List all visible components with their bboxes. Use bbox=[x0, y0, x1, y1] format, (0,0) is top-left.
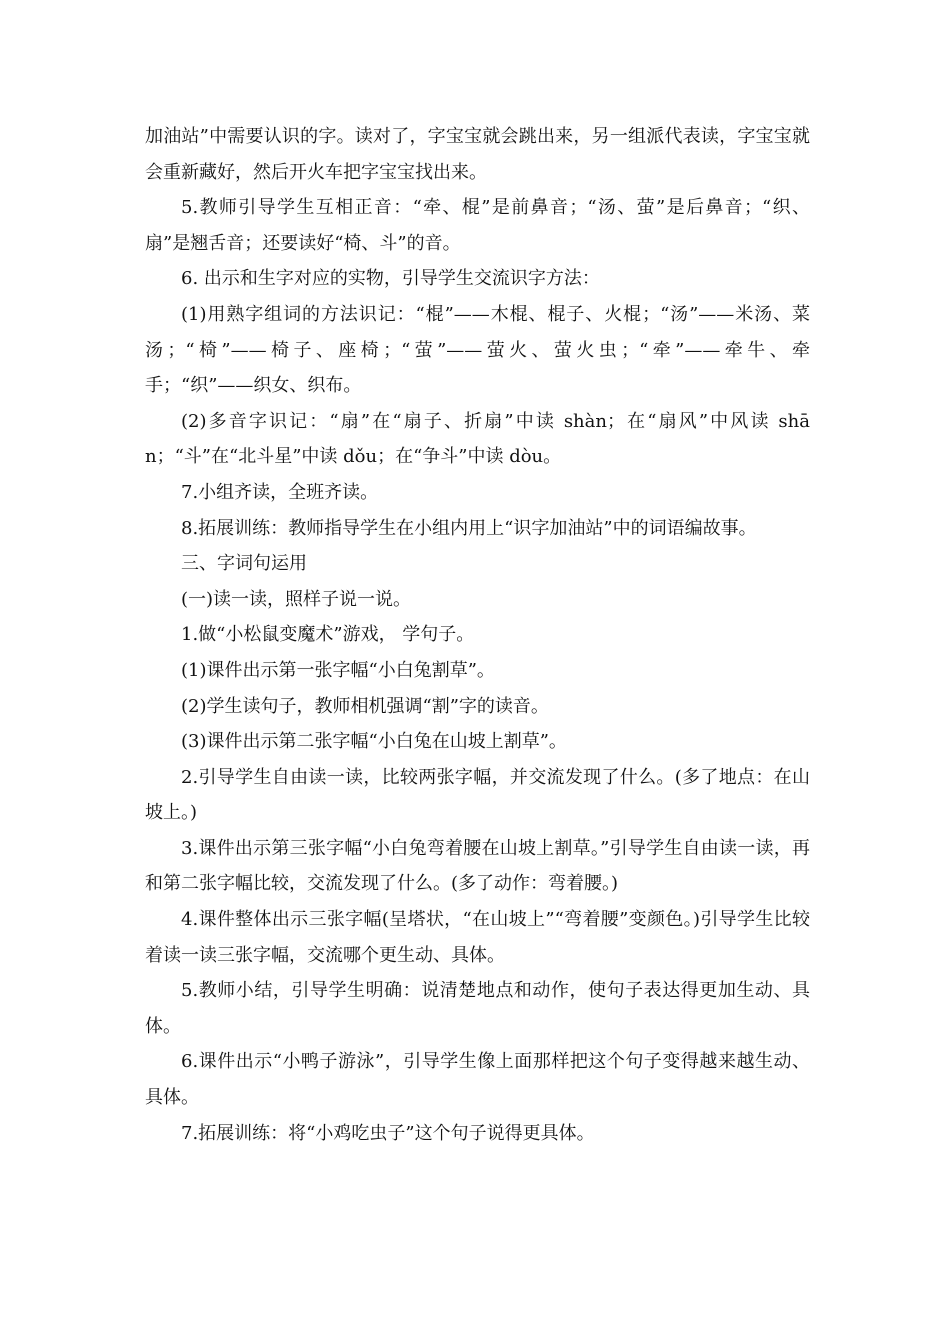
paragraph: 6. 出示和生字对应的实物，引导学生交流识字方法： bbox=[181, 268, 600, 290]
paragraph: 7.小组齐读，全班齐读。 bbox=[181, 481, 379, 503]
paragraph: (3)课件出示第二张字幅“小白兔在山坡上割草”。 bbox=[181, 731, 567, 753]
section-heading: 三、字词句运用 bbox=[181, 553, 307, 575]
paragraph: 8.拓展训练：教师指导学生在小组内用上“识字加油站”中的词语编故事。 bbox=[181, 517, 757, 539]
paragraph: 2.引导学生自由读一读，比较两张字幅，并交流发现了什么。(多了地点：在山坡上。) bbox=[145, 766, 810, 824]
paragraph: 加油站”中需要认识的字。读对了，字宝宝就会跳出来，另一组派代表读，字宝宝就会重新藏好，然后开火车把字宝宝找出来。 bbox=[145, 126, 810, 183]
paragraph: (1)课件出示第一张字幅“小白兔割草”。 bbox=[181, 659, 495, 681]
paragraph: 4.课件整体出示三张字幅(呈塔状，“在山坡上”“弯着腰”变颜色。)引导学生比较着读一读三张字幅，交流哪个更生动、具体。 bbox=[145, 909, 810, 966]
paragraph: 7.拓展训练：将“小鸡吃虫子”这个句子说得更具体。 bbox=[181, 1122, 595, 1144]
paragraph: 5.教师引导学生互相正音：“牵、棍”是前鼻音；“汤、萤”是后鼻音；“织、扇”是翘舌音；还要读好“椅、斗”的音。 bbox=[145, 197, 810, 254]
paragraph: (2)多音字识记：“扇”在“扇子、折扇”中读 shàn；在“扇风”中风读 shān；“斗”在“北斗星”中读 dǒu；在“争斗”中读 dòu。 bbox=[145, 410, 810, 468]
paragraph: (2)学生读句子，教师相机强调“割”字的读音。 bbox=[181, 695, 549, 717]
document-body bbox=[145, 119, 810, 1151]
paragraph: 1.做“小松鼠变魔术”游戏， 学句子。 bbox=[181, 624, 475, 646]
paragraph: (一)读一读，照样子说一说。 bbox=[181, 588, 412, 610]
paragraph: (1)用熟字组词的方法识记：“棍”——木棍、棍子、火棍；“汤”——米汤、菜汤；“椅”——椅子、座椅；“萤”——萤火、萤火虫；“牵”——牵牛、牵手；“织”——织女、织布。 bbox=[145, 303, 810, 397]
paragraph: 5.教师小结，引导学生明确：说清楚地点和动作，使句子表达得更加生动、具体。 bbox=[145, 980, 810, 1037]
paragraph: 3.课件出示第三张字幅“小白兔弯着腰在山坡上割草。”引导学生自由读一读，再和第二张字幅比较，交流发现了什么。(多了动作：弯着腰。) bbox=[145, 837, 810, 895]
paragraph: 6.课件出示“小鸭子游泳”，引导学生像上面那样把这个句子变得越来越生动、具体。 bbox=[145, 1051, 810, 1109]
